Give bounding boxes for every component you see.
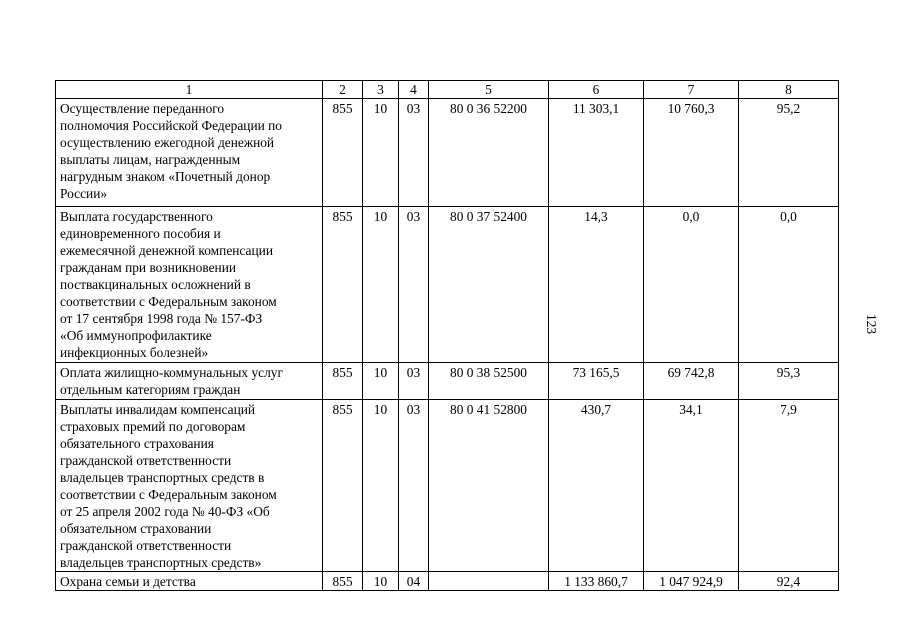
- expense-name-line: осуществлению ежегодной денежной: [60, 135, 275, 150]
- section-code-cell: 10: [363, 363, 399, 400]
- admin-code-cell: 855: [323, 207, 363, 363]
- execution-percent-cell: 7,9: [739, 400, 839, 572]
- expense-name-cell: [56, 207, 323, 363]
- target-article-code-cell: 80 0 41 52800: [429, 400, 549, 572]
- expense-name-line: России»: [60, 186, 108, 201]
- expense-name-line: обязательном страховании: [60, 521, 212, 536]
- expense-name-cell: [56, 99, 323, 207]
- column-number-header: 8: [739, 81, 839, 99]
- page-number: 123: [864, 313, 880, 335]
- target-article-code-cell: 80 0 37 52400: [429, 207, 549, 363]
- column-number-header: 2: [323, 81, 363, 99]
- subsection-code-cell: 03: [399, 363, 429, 400]
- expense-name-line: гражданской ответственности: [60, 453, 232, 468]
- column-number-header: 7: [644, 81, 739, 99]
- expense-name-line: владельцев транспортных средств»: [60, 555, 262, 570]
- subsection-code-cell: 03: [399, 99, 429, 207]
- expense-name-line: инфекционных болезней»: [60, 345, 209, 360]
- expense-name-line: соответствии с Федеральным законом: [60, 487, 277, 502]
- expense-name-line: единовременного пособия и: [60, 226, 221, 241]
- expense-name-cell: [56, 572, 323, 591]
- executed-amount-cell: 0,0: [644, 207, 739, 363]
- executed-amount-cell: 10 760,3: [644, 99, 739, 207]
- expense-name-line: Охрана семьи и детства: [60, 574, 196, 589]
- expense-name-line: от 17 сентября 1998 года № 157-ФЗ: [60, 311, 263, 326]
- expense-name-line: владельцев транспортных средств в: [60, 470, 265, 485]
- expense-name-line: гражданам при возникновении: [60, 260, 237, 275]
- execution-percent-cell: 0,0: [739, 207, 839, 363]
- executed-amount-cell: 1 047 924,9: [644, 572, 739, 591]
- execution-percent-cell: 92,4: [739, 572, 839, 591]
- execution-percent-cell: 95,3: [739, 363, 839, 400]
- expense-name-line: Оплата жилищно-коммунальных услуг: [60, 365, 283, 380]
- table-body: [56, 81, 839, 591]
- table-row: [56, 207, 839, 363]
- admin-code-cell: 855: [323, 400, 363, 572]
- admin-code-cell: 855: [323, 363, 363, 400]
- column-number-header: 6: [549, 81, 644, 99]
- column-number-header: 3: [363, 81, 399, 99]
- expense-name-line: обязательного страхования: [60, 436, 214, 451]
- table-row: [56, 572, 839, 591]
- planned-amount-cell: 1 133 860,7: [549, 572, 644, 591]
- column-number-header: 1: [56, 81, 323, 99]
- expense-name-line: соответствии с Федеральным законом: [60, 294, 277, 309]
- target-article-code-cell: [429, 572, 549, 591]
- planned-amount-cell: 430,7: [549, 400, 644, 572]
- execution-percent-cell: 95,2: [739, 99, 839, 207]
- admin-code-cell: 855: [323, 572, 363, 591]
- executed-amount-cell: 69 742,8: [644, 363, 739, 400]
- expense-name-line: страховых премий по договорам: [60, 419, 246, 434]
- expense-name-cell: [56, 363, 323, 400]
- target-article-code-cell: 80 0 38 52500: [429, 363, 549, 400]
- admin-code-cell: 855: [323, 99, 363, 207]
- expense-name-line: выплаты лицам, награжденным: [60, 152, 241, 167]
- column-number-header: 4: [399, 81, 429, 99]
- section-code-cell: 10: [363, 572, 399, 591]
- expense-name-line: Осуществление переданного: [60, 101, 225, 116]
- expense-name-line: нагрудным знаком «Почетный донор: [60, 169, 271, 184]
- expense-name-line: гражданской ответственности: [60, 538, 232, 553]
- expense-name-line: ежемесячной денежной компенсации: [60, 243, 273, 258]
- table-row: [56, 363, 839, 400]
- column-number-header: 5: [429, 81, 549, 99]
- subsection-code-cell: 03: [399, 400, 429, 572]
- section-code-cell: 10: [363, 400, 399, 572]
- expense-name-line: полномочия Российской Федерации по: [60, 118, 282, 133]
- planned-amount-cell: 73 165,5: [549, 363, 644, 400]
- target-article-code-cell: 80 0 36 52200: [429, 99, 549, 207]
- expense-name-line: от 25 апреля 2002 года № 40-ФЗ «Об: [60, 504, 270, 519]
- expense-name-line: поствакцинальных осложнений в: [60, 277, 251, 292]
- section-code-cell: 10: [363, 207, 399, 363]
- table-row: [56, 400, 839, 572]
- subsection-code-cell: 03: [399, 207, 429, 363]
- table-row: [56, 99, 839, 207]
- executed-amount-cell: 34,1: [644, 400, 739, 572]
- header-row: [56, 81, 839, 99]
- planned-amount-cell: 11 303,1: [549, 99, 644, 207]
- expense-name-line: Выплата государственного: [60, 209, 213, 224]
- expense-name-line: отдельным категориям граждан: [60, 382, 241, 397]
- section-code-cell: 10: [363, 99, 399, 207]
- budget-table: [55, 80, 839, 591]
- expense-name-line: «Об иммунопрофилактике: [60, 328, 212, 343]
- expense-name-cell: [56, 400, 323, 572]
- expense-name-line: Выплаты инвалидам компенсаций: [60, 402, 256, 417]
- subsection-code-cell: 04: [399, 572, 429, 591]
- planned-amount-cell: 14,3: [549, 207, 644, 363]
